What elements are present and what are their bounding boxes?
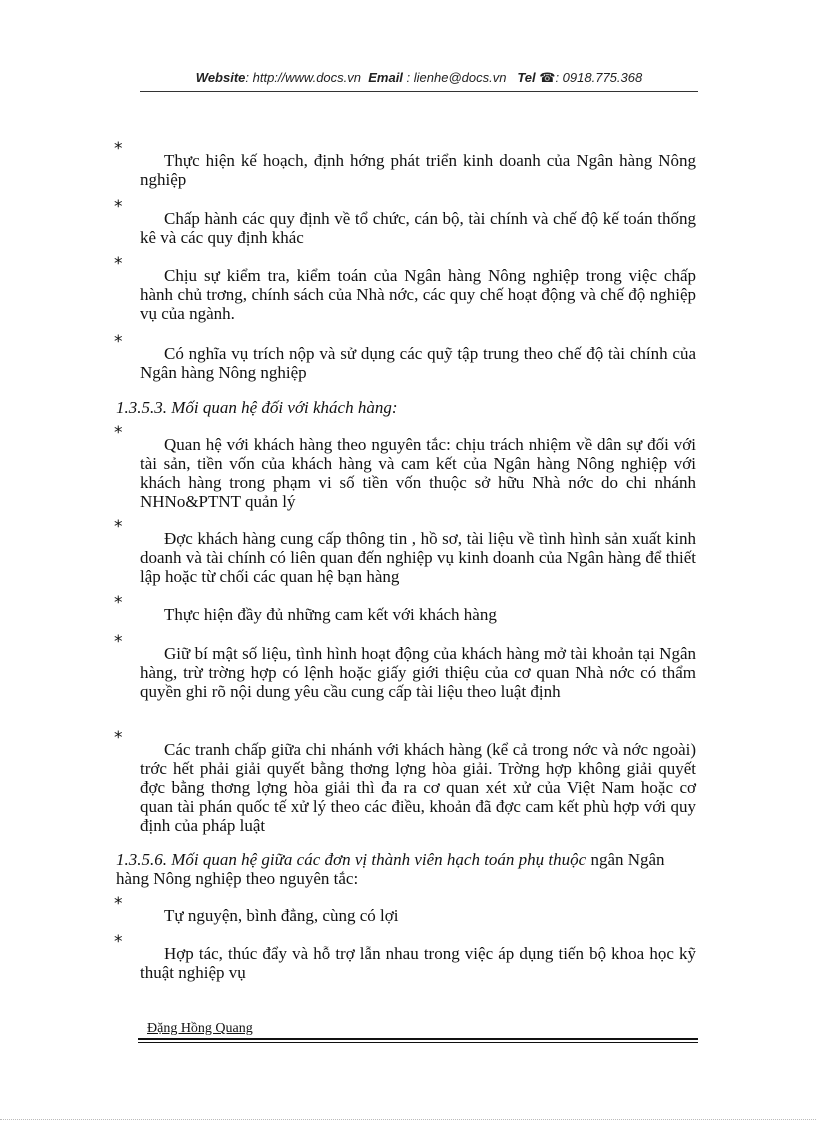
bullet-text: Các tranh chấp giữa chi nhánh với khách hàng (kể cả trong nớc và nớc ngoài) trớc hết phải giải quyết bằng thơng lợng hòa giải. Trờng hợp không giải quyết đợc bằng thơng lợng hòa giải thì đa ra cơ quan xét xử của Việt Nam hoặc cơ quan tài phán quốc tế xử lý theo các điều, khoản đã đợc cam kết phù hợp với quy định của pháp luật <box>140 740 696 835</box>
list-item <box>114 139 696 189</box>
tel-value: : 0918.775.368 <box>555 70 643 85</box>
bullet-star: * <box>114 139 123 159</box>
bullet-text: Chịu sự kiểm tra, kiểm toán của Ngân hàng Nông nghiệp trong việc chấp hành chủ trơng, chính sách của Nhà nớc, các quy chế hoạt động và chế độ nghiệp vụ của ngành. <box>140 266 696 323</box>
footer-rule <box>138 1038 698 1040</box>
section-heading-member-units <box>116 850 698 888</box>
list-item <box>114 593 696 624</box>
bullet-star: * <box>114 593 123 613</box>
list-item <box>114 517 696 586</box>
email-label: Email <box>368 70 403 85</box>
bullet-star: * <box>114 632 123 652</box>
list-item <box>114 632 696 701</box>
footer-rule-thin <box>138 1042 698 1043</box>
list-item <box>114 197 696 247</box>
website-value[interactable]: : http://www.docs.vn <box>245 70 361 85</box>
tel-label: Tel <box>517 70 536 85</box>
section-heading-customers <box>116 398 698 417</box>
phone-icon: ☎ <box>539 70 556 85</box>
bullet-star: * <box>114 254 123 274</box>
bullet-text: Thực hiện kế hoạch, định hớng phát triển kinh doanh của Ngân hàng Nông nghiệp <box>140 151 696 189</box>
bullet-star: * <box>114 423 123 443</box>
section-title: 1.3.5.6. Mối quan hệ giữa các đơn vị thành viên hạch toán phụ thuộc <box>116 850 587 869</box>
list-item <box>114 332 696 382</box>
list-item <box>114 728 696 835</box>
header-rule <box>140 91 698 92</box>
bullet-text: Đợc khách hàng cung cấp thông tin , hồ sơ, tài liệu về tình hình sản xuất kinh doanh và tài chính có liên quan đến nghiệp vụ kinh doanh của Ngân hàng để thiết lập hoặc từ chối các quan hệ bạn hàng <box>140 529 696 586</box>
list-item <box>114 894 696 925</box>
list-item <box>114 423 696 511</box>
bullet-star: * <box>114 728 123 748</box>
section-title-rest: ngân Ngân hàng Nông nghiệp theo nguyên tắc: <box>116 850 665 888</box>
email-value[interactable]: : lienhe@docs.vn <box>406 70 507 85</box>
bullet-text: Giữ bí mật số liệu, tình hình hoạt động của khách hàng mở tài khoản tại Ngân hàng, trừ trờng hợp có lệnh hoặc giấy giới thiệu của cơ quan Nhà nớc có thẩm quyền ghi rõ nội dung yêu cầu cung cấp tài liệu theo luật định <box>140 644 696 701</box>
list-item <box>114 254 696 323</box>
bullet-star: * <box>114 517 123 537</box>
list-item <box>114 932 696 982</box>
bullet-text: Hợp tác, thúc đẩy và hỗ trợ lẫn nhau trong việc áp dụng tiến bộ khoa học kỹ thuật nghiệp vụ <box>140 944 696 982</box>
bullet-star: * <box>114 197 123 217</box>
bullet-star: * <box>114 894 123 914</box>
bullet-star: * <box>114 932 123 952</box>
bullet-star: * <box>114 332 123 352</box>
bullet-text: Chấp hành các quy định về tổ chức, cán bộ, tài chính và chế độ kế toán thống kê và các quy định khác <box>140 209 696 247</box>
bullet-text: Có nghĩa vụ trích nộp và sử dụng các quỹ tập trung theo chế độ tài chính của Ngân hàng Nông nghiệp <box>140 344 696 382</box>
page-edge <box>0 1119 816 1120</box>
section-title: 1.3.5.3. Mối quan hệ đối với khách hàng: <box>116 398 398 417</box>
page-header <box>140 70 698 86</box>
bullet-text: Tự nguyện, bình đẳng, cùng có lợi <box>164 906 399 925</box>
bullet-text: Thực hiện đầy đủ những cam kết với khách hàng <box>164 605 497 624</box>
bullet-text: Quan hệ với khách hàng theo nguyên tắc: chịu trách nhiệm về dân sự đối với tài sản, tiền vốn của khách hàng và cam kết của Ngân hàng Nông nghiệp với khách hàng trong phạm vi số tiền vốn thuộc sở hữu Nhà nớc do chi nhánh NHNo&PTNT quản lý <box>140 435 696 511</box>
website-label: Website <box>195 70 246 85</box>
footer-author: Đặng Hồng Quang <box>147 1021 253 1036</box>
